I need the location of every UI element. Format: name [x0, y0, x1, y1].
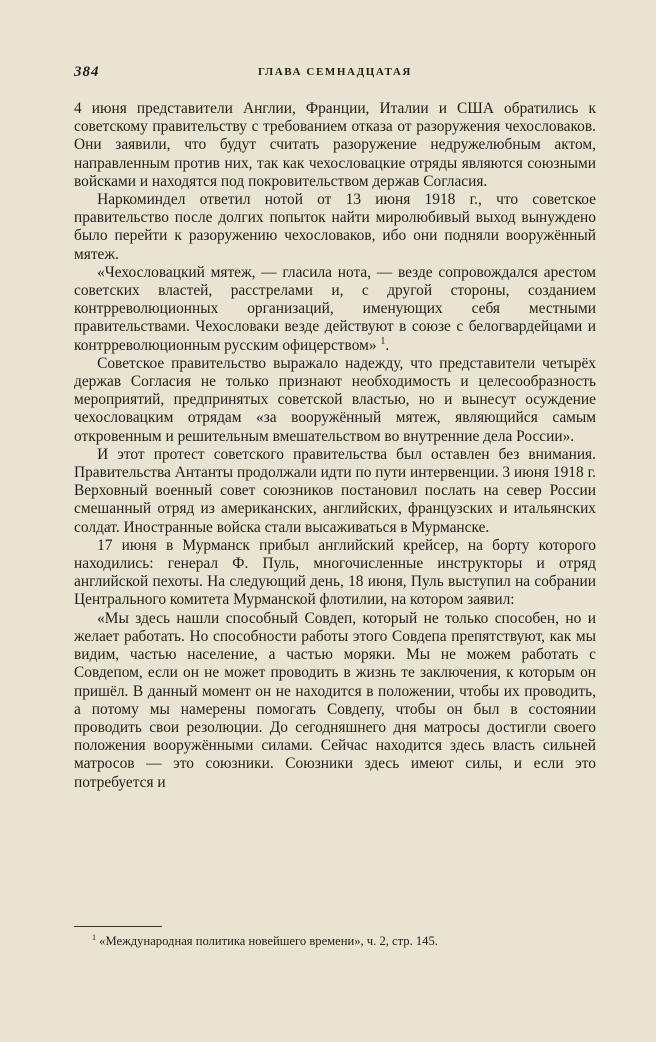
paragraph-6: 17 июня в Мурманск прибыл английский крейсер, на борту которого находились: генерал Ф. Пуль, многочисленные инструкторы и отряд английской пехоты. На следующий день, 18 июня, Пуль выступил на собрании Центрального комитета Мурманской флотилии, на котором заявил: — [74, 536, 596, 609]
running-head: ГЛАВА СЕМНАДЦАТАЯ — [258, 66, 412, 78]
footnote-text: «Международная политика новейшего времени», ч. 2, стр. 145. — [99, 934, 438, 948]
paragraph-7-quote: «Мы здесь нашли способный Совдеп, который не только способен, но и желает работать. Но способности работы этого Совдепа препятствуют, как мы видим, частью население, а частью моряки. Мы не можем работать с Совдепом, если он не может проводить в жизнь те заключения, к которым он пришёл. В данный момент он не находится в положении, чтобы их проводить, а потому мы намерены помогать Совдепу, чтобы он был в состоянии проводить свои резолюции. До сегодняшнего дня матросы достигли своего положения вооружёнными силами. Сейчас находится здесь власть сильней матросов — это союзники. Союзники здесь имеют силы, и если это потребуется и — [74, 609, 596, 791]
paragraph-2: Наркоминдел ответил нотой от 13 июня 1918 г., что советское правительство после долгих попыток найти миролюбивый выход вынуждено было перейти к разоружению чехословаков, ибо они подняли вооружённый мятеж. — [74, 191, 596, 263]
paragraph-5: И этот протест советского правительства был оставлен без внимания. Правительства Антанты продолжали идти по пути интервенции. 3 июня 1918 г. Верховный военный совет союзников постановил послать на север России смешанный отряд из американских, английских, французских и итальянских солдат. Иностранные войска стали высаживаться в Мурманске. — [74, 445, 596, 536]
footnote-marker: 1 — [92, 932, 96, 942]
page-number: 384 — [74, 64, 100, 80]
footnote-ref: 1 — [380, 335, 386, 347]
paragraph-3-text: «Чехословацкий мятеж, — гласила нота, — везде сопровождался арестом советских властей, расстрелами и, с другой стороны, созданием контрреволюционных организаций, именующих себя местными правительствами. Чехословаки везде действуют в союзе с белогвардейцами и контрреволюционным русским офицерством» — [74, 263, 596, 354]
paragraph-4: Советское правительство выражало надежду, что представители четырёх держав Согласия не только признают необходимость и целесообразность мероприятий, предпринятых советской властью, но и вынесут осуждение чехословацким отрядам «за вооружённый мятеж, являющийся самым откровенным и решительным вмешательством во внутренние дела России». — [74, 354, 596, 445]
page-header — [74, 64, 596, 84]
paragraph-1: 4 июня представители Англии, Франции, Италии и США обратились к советскому правительству с требованием отказа от разоружения чехословаков. Они заявили, что будут считать разоружение недружелюбным актом, направленным против них, так как чехословацкие отряды являются союзными войсками и находятся под покровительством держав Согласия. — [74, 100, 596, 190]
body-text — [74, 100, 596, 792]
footnote-rule — [74, 926, 162, 927]
paragraph-3: «Чехословацкий мятеж, — гласила нота, — везде сопровождался арестом советских властей, расстрелами и, с другой стороны, созданием контрреволюционных организаций, именующих себя местными правительствами. Чехословаки везде действуют в союзе с белогвардейцами и контрреволюционным русским офицерством» $^1$. — [74, 263, 596, 354]
footnote — [92, 933, 596, 949]
